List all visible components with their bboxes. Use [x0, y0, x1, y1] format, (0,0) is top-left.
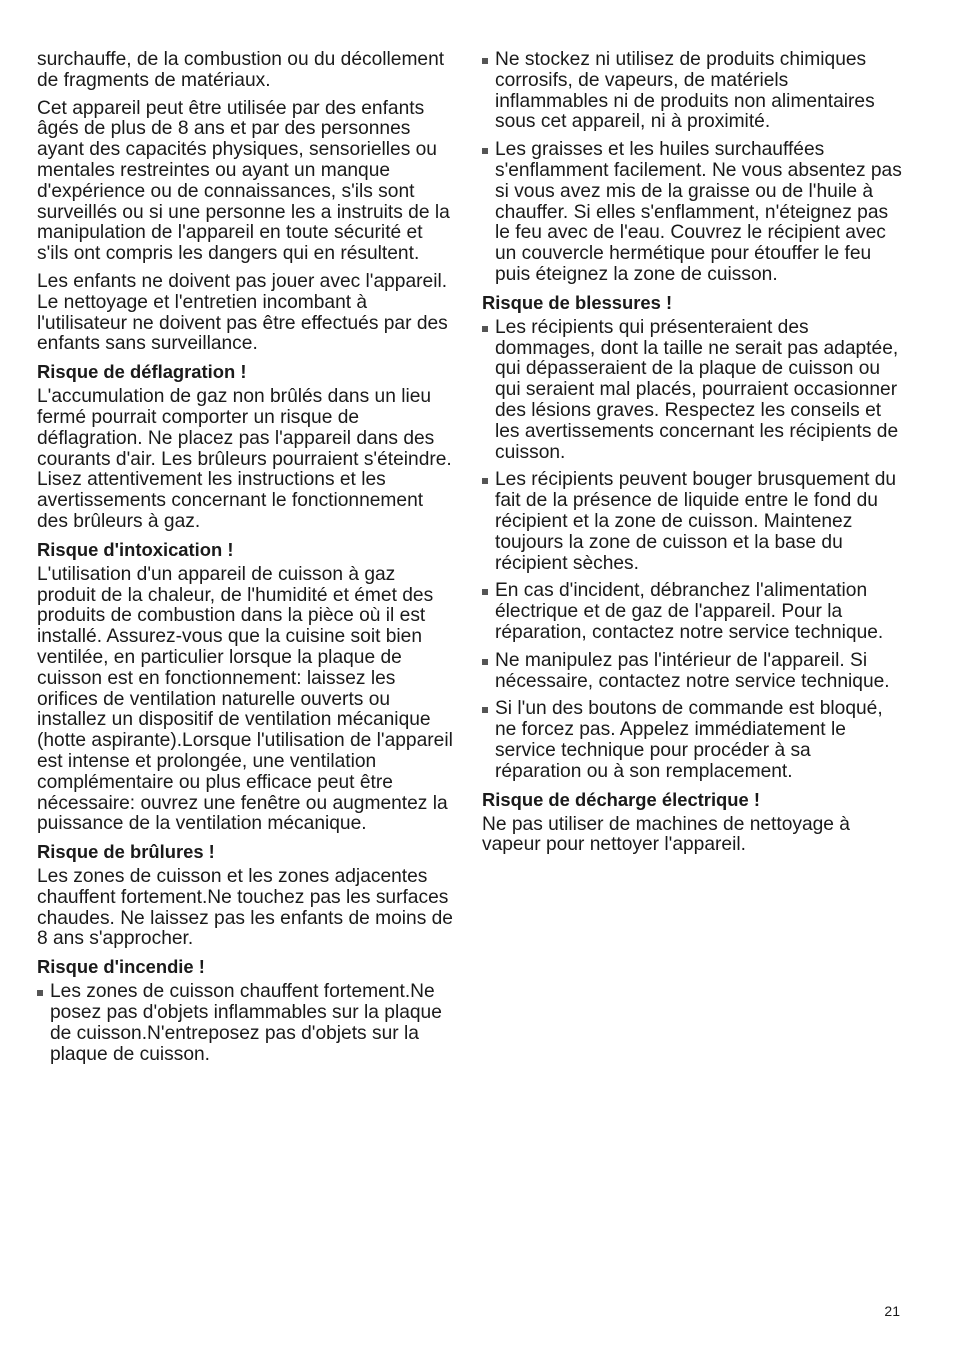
paragraph: Ne pas utiliser de machines de nettoyage à vapeur pour nettoyer l'appareil.: [482, 813, 850, 856]
list-item: Ne stockez ni utilisez de produits chimiques corrosifs, de vapeurs, de matériels inflammables ni de produits non alimentaires sous cet appareil, ni à proximité.: [482, 50, 902, 133]
left-column: [37, 50, 457, 1072]
paragraph: surchauffe, de la combustion ou du décollement de fragments de matériaux.: [37, 49, 445, 91]
section-heading-incendie: Risque d'incendie !: [37, 956, 205, 978]
section-heading-decharge: Risque de décharge électrique !: [482, 788, 760, 810]
bullet-list: [482, 318, 902, 783]
paragraph: Cet appareil peut être utilisée par des enfants âgés de plus de 8 ans et par des personnes ayant des capacités physiques, sensorielles ou mentales restreintes ou ayant un manque d'expérience ou de connaissances, s'ils sont surveillés ou si une personne les a instruits de la manipulation de l'appareil en toute sécurité et s'ils ont compris les dangers qui en résultent.: [37, 97, 450, 265]
list-item: Les récipients peuvent bouger brusquement du fait de la présence de liquide entre le fond du récipient et la zone de cuisson. Maintenez toujours la zone de cuisson et la base du récipient sèches.: [482, 470, 902, 574]
list-item: Les graisses et les huiles surchauffées s'enflamment facilement. Ne vous absentez pas si vous avez mis de la graisse ou de l'huile à chauffer. Si elles s'enflamment, n'éteignez pas le feu avec de l'eau. Couvrez le récipient avec un couvercle hermétique pour étouffer le feu puis éteignez la zone de cuisson.: [482, 140, 902, 286]
bullet-list: [37, 982, 457, 1065]
section-heading-brulures: Risque de brûlures !: [37, 841, 215, 863]
paragraph: L'accumulation de gaz non brûlés dans un lieu fermé pourrait comporter un risque de déflagration. Ne placez pas l'appareil dans des courants d'air. Les brûleurs pourraient s'éteindre. Lisez attentivement les instructions et les avertissements concernant le fonctionnement des brûleurs à gaz.: [37, 386, 452, 532]
section-heading-blessures: Risque de blessures !: [482, 291, 673, 313]
list-item: Les récipients qui présenteraient des dommages, dont la taille ne serait pas adaptée, qui dépasseraient de la plaque de cuisson ou qui seraient mal placés, pourraient occasionner des lésions graves. Respectez les conseils et les avertissements concernant les récipients de cuisson.: [482, 318, 902, 464]
list-item: Ne manipulez pas l'intérieur de l'appareil. Si nécessaire, contactez notre service technique.: [482, 651, 902, 693]
section-heading-intoxication: Risque d'intoxication !: [37, 538, 234, 560]
paragraph: L'utilisation d'un appareil de cuisson à gaz produit de la chaleur, de l'humidité et émet des produits de combustion dans la pièce où il est installé. Assurez-vous que la cuisine soit bien ventilée, en particulier lorsque la plaque de cuisson est en fonctionnement: laissez les orifices de ventilation naturelle ouverts ou installez un dispositif de ventilation mécanique (hotte aspirante).Lorsque l'utilisation de l'appareil est intense et prolongée, une ventilation complémentaire ou plus efficace peut être nécessaire: ouvrez une fenêtre ou augmentez la puissance de la ventilation mécanique.: [37, 563, 453, 835]
paragraph: Les zones de cuisson et les zones adjacentes chauffent fortement.Ne touchez pas les surfaces chaudes. Ne laissez pas les enfants de moins de 8 ans s'approcher.: [37, 866, 453, 950]
page-number: 21: [884, 1303, 900, 1319]
section-heading-deflagration: Risque de déflagration !: [37, 361, 247, 383]
bullet-list: [482, 50, 902, 286]
paragraph: Les enfants ne doivent pas jouer avec l'appareil. Le nettoyage et l'entretien incombant à l'utilisateur ne doivent pas être effectués par des enfants sans surveillance.: [37, 270, 448, 355]
list-item: Si l'un des boutons de commande est bloqué, ne forcez pas. Appelez immédiatement le service technique pour procéder à sa réparation ou à son remplacement.: [482, 699, 902, 782]
list-item: En cas d'incident, débranchez l'alimentation électrique et de gaz de l'appareil. Pour la réparation, contactez notre service technique.: [482, 581, 902, 643]
right-column: [482, 50, 902, 863]
list-item: Les zones de cuisson chauffent fortement.Ne posez pas d'objets inflammables sur la plaque de cuisson.N'entreposez pas d'objets sur la plaque de cuisson.: [37, 982, 457, 1065]
